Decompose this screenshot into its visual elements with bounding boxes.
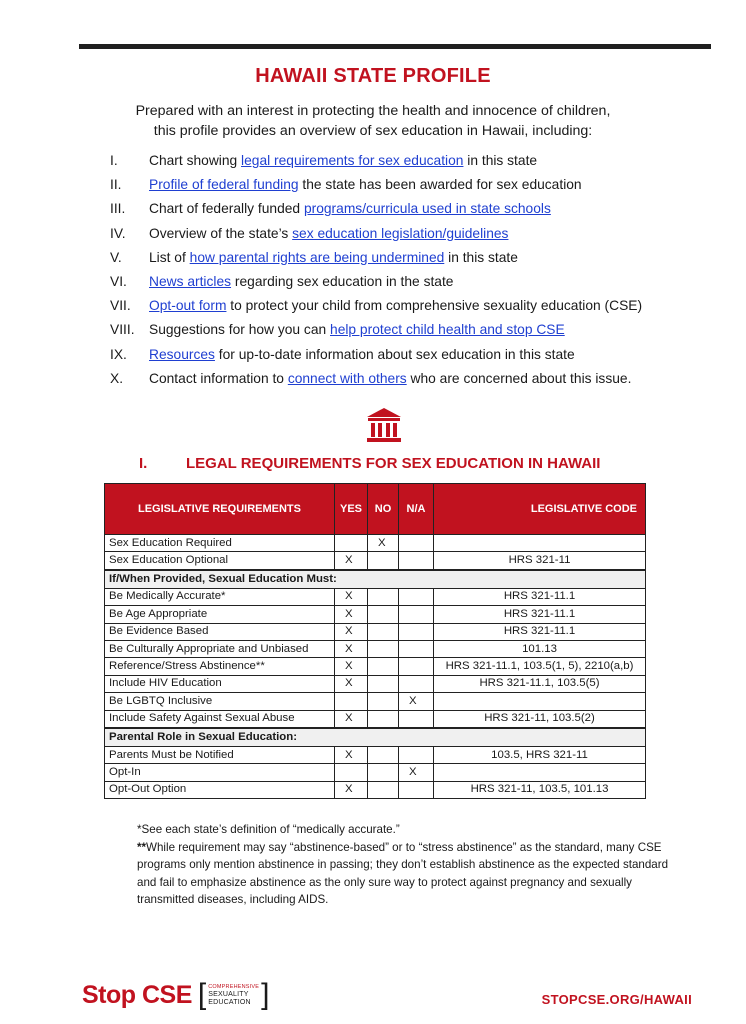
toc-link[interactable]: sex education legislation/guidelines [292, 225, 509, 241]
toc-link[interactable]: legal requirements for sex education [241, 153, 464, 168]
table-row [105, 658, 646, 675]
no-cell [368, 710, 399, 728]
toc-link[interactable]: how parental rights are being undermined [189, 249, 445, 265]
code-cell [434, 764, 646, 781]
logo-bracket-right: ] [261, 978, 270, 1011]
yes-cell: X [335, 640, 368, 657]
toc-text-after: in this state [444, 249, 518, 265]
no-cell: X [368, 535, 399, 552]
toc-link[interactable]: Opt-out form [149, 298, 227, 314]
na-cell [399, 710, 434, 728]
toc-text-after: the state has been awarded for sex education [298, 177, 582, 193]
header-code: LEGISLATIVE CODE [434, 484, 646, 535]
header-yes: YES [335, 484, 368, 535]
top-rule [79, 44, 711, 49]
toc-item [110, 371, 710, 395]
code-cell: HRS 321-11.1 [434, 623, 646, 640]
toc-text-before: Contact information to [149, 370, 288, 386]
no-cell [368, 781, 399, 798]
page-title: HAWAII STATE PROFILE [255, 65, 491, 87]
yes-cell [335, 535, 368, 552]
logo-sub-1: COMPREHENSIVE [208, 984, 260, 990]
na-cell [399, 623, 434, 640]
footer-url[interactable]: STOPCSE.ORG/HAWAII [541, 992, 692, 1007]
requirement-cell: Reference/Stress Abstinence** [105, 658, 335, 675]
toc-text-after: to protect your child from comprehensive sexuality education (CSE) [226, 298, 643, 314]
table-section-row [105, 570, 646, 589]
section-heading [139, 455, 600, 472]
toc-text [149, 201, 551, 225]
yes-cell: X [335, 623, 368, 640]
table-row [105, 535, 646, 552]
table-row [105, 640, 646, 657]
toc-text [149, 226, 508, 250]
requirement-cell: Be Culturally Appropriate and Unbiased [105, 640, 335, 657]
code-cell [434, 693, 646, 710]
requirement-cell: Include HIV Education [105, 675, 335, 692]
no-cell [368, 764, 399, 781]
table-header-row [105, 484, 646, 535]
table-section-row [105, 728, 646, 747]
yes-cell: X [335, 710, 368, 728]
section-title-text: LEGAL REQUIREMENTS FOR SEX EDUCATION IN HAWAII [186, 455, 601, 472]
na-cell [399, 640, 434, 657]
no-cell [368, 588, 399, 605]
table-row [105, 781, 646, 798]
legal-requirements-table [104, 483, 646, 799]
yes-cell: X [335, 675, 368, 692]
footnote-abstinence [137, 839, 677, 909]
toc-link[interactable]: Resources [149, 346, 215, 362]
intro-line-2: this profile provides an overview of sex education in Hawaii, including: [153, 123, 593, 139]
toc-item [110, 226, 710, 250]
requirement-cell: Sex Education Optional [105, 552, 335, 570]
code-cell: 101.13 [434, 640, 646, 657]
toc-item [110, 322, 710, 346]
toc-text [149, 274, 453, 298]
logo-main-text: Stop CSE [82, 980, 192, 1009]
code-cell: HRS 321-11.1, 103.5(5) [434, 675, 646, 692]
code-cell: HRS 321-11.1, 103.5(1, 5), 2210(a,b) [434, 658, 646, 675]
requirement-cell: Be Evidence Based [105, 623, 335, 640]
courthouse-icon [364, 405, 404, 445]
no-cell [368, 640, 399, 657]
requirement-cell: Be Age Appropriate [105, 606, 335, 623]
requirement-cell: Opt-Out Option [105, 781, 335, 798]
section-label: Parental Role in Sexual Education: [105, 728, 646, 747]
table-row [105, 588, 646, 605]
toc-text-after: for up-to-date information about sex education in this state [214, 346, 575, 362]
toc-link[interactable]: help protect child health and stop CSE [330, 322, 565, 338]
requirement-cell: Parents Must be Notified [105, 746, 335, 763]
toc-text-before: List of [149, 249, 190, 265]
yes-cell [335, 764, 368, 781]
na-cell [399, 675, 434, 692]
toc-link[interactable]: programs/curricula used in state schools [303, 201, 551, 217]
table-of-contents [110, 153, 710, 395]
toc-text-before: Suggestions for how you can [149, 322, 331, 338]
toc-item [110, 153, 710, 177]
toc-number: II. [110, 177, 122, 193]
na-cell [399, 781, 434, 798]
header-na: N/A [399, 484, 434, 535]
table-row [105, 746, 646, 763]
toc-text-after: regarding sex education in the state [231, 273, 454, 289]
toc-text [149, 250, 518, 274]
code-cell: HRS 321-11, 103.5, 101.13 [434, 781, 646, 798]
toc-link[interactable]: News articles [149, 273, 232, 289]
toc-number: VII. [110, 298, 131, 314]
toc-item [110, 201, 710, 225]
toc-number: VI. [110, 273, 127, 289]
footnote-stars: ** [137, 840, 147, 854]
table-row [105, 693, 646, 710]
toc-text-after: in this state [463, 153, 538, 168]
toc-number: III. [110, 201, 126, 217]
toc-number: IV. [110, 225, 126, 241]
logo-sub-2: SEXUALITY [208, 991, 249, 998]
toc-number: X. [110, 370, 124, 386]
toc-number: IX. [110, 346, 127, 362]
toc-text-before: Chart showing [149, 153, 242, 168]
toc-link[interactable]: connect with others [287, 370, 407, 386]
toc-text [149, 347, 575, 371]
toc-text [149, 177, 582, 201]
yes-cell: X [335, 588, 368, 605]
code-cell: 103.5, HRS 321-11 [434, 746, 646, 763]
na-cell [399, 606, 434, 623]
toc-text [149, 298, 642, 322]
toc-item [110, 250, 710, 274]
requirement-cell: Be LGBTQ Inclusive [105, 693, 335, 710]
yes-cell: X [335, 658, 368, 675]
code-cell: HRS 321-11.1 [434, 588, 646, 605]
requirement-cell: Be Medically Accurate* [105, 588, 335, 605]
table-row [105, 710, 646, 728]
na-cell [399, 658, 434, 675]
no-cell [368, 623, 399, 640]
toc-text [149, 371, 631, 395]
toc-number: V. [110, 249, 122, 265]
toc-number: VIII. [110, 322, 135, 338]
intro-text [0, 101, 746, 141]
toc-item [110, 177, 710, 201]
table-body [105, 535, 646, 799]
toc-text-before: Chart of federally funded [149, 201, 304, 217]
na-cell [399, 552, 434, 570]
header-requirements: LEGISLATIVE REQUIREMENTS [105, 484, 335, 535]
na-cell [399, 746, 434, 763]
logo-sub-3: EDUCATION [208, 999, 251, 1006]
toc-item [110, 274, 710, 298]
logo-subtitle [208, 983, 259, 1007]
header-no: NO [368, 484, 399, 535]
toc-text [149, 153, 537, 177]
yes-cell [335, 693, 368, 710]
logo-bracket-left: [ [197, 978, 207, 1011]
yes-cell: X [335, 606, 368, 623]
toc-number: I. [110, 153, 118, 168]
toc-text [149, 322, 565, 346]
intro-line-1: Prepared with an interest in protecting the health and innocence of children, [135, 103, 611, 119]
yes-cell: X [335, 746, 368, 763]
no-cell [368, 675, 399, 692]
no-cell [368, 693, 399, 710]
toc-text-after: who are concerned about this issue. [406, 370, 632, 386]
requirement-cell: Sex Education Required [105, 535, 335, 552]
section-number: I. [139, 455, 148, 472]
yes-cell: X [335, 781, 368, 798]
na-cell: X [399, 764, 434, 781]
code-cell: HRS 321-11, 103.5(2) [434, 710, 646, 728]
code-cell: HRS 321-11.1 [434, 606, 646, 623]
no-cell [368, 606, 399, 623]
na-cell [399, 535, 434, 552]
na-cell [399, 588, 434, 605]
no-cell [368, 746, 399, 763]
toc-text-before: Overview of the state’s [149, 225, 293, 241]
code-cell [434, 535, 646, 552]
section-label: If/When Provided, Sexual Education Must: [105, 570, 646, 589]
footnotes [137, 821, 677, 909]
no-cell [368, 658, 399, 675]
footnote-medically-accurate: *See each state’s definition of “medically accurate.” [137, 823, 400, 836]
table-row [105, 623, 646, 640]
code-cell: HRS 321-11 [434, 552, 646, 570]
toc-link[interactable]: Profile of federal funding [149, 177, 299, 193]
stop-cse-logo [82, 975, 269, 1015]
toc-item [110, 298, 710, 322]
yes-cell: X [335, 552, 368, 570]
requirement-cell: Include Safety Against Sexual Abuse [105, 710, 335, 728]
requirement-cell: Opt-In [105, 764, 335, 781]
table-row [105, 764, 646, 781]
toc-item [110, 347, 710, 371]
no-cell [368, 552, 399, 570]
table-row [105, 675, 646, 692]
table-row [105, 606, 646, 623]
footnote-abstinence-text: While requirement may say “abstinence-based” or to “stress abstinence” as the standard, many CSE programs only mention abstinence in passing; they don’t establish abstinence as the expected standard and fail to emphasize abstinence as the only sure way to protect against pregnancy and sexually transmitted diseases, including AIDS. [137, 840, 669, 907]
table-row [105, 552, 646, 570]
na-cell: X [399, 693, 434, 710]
